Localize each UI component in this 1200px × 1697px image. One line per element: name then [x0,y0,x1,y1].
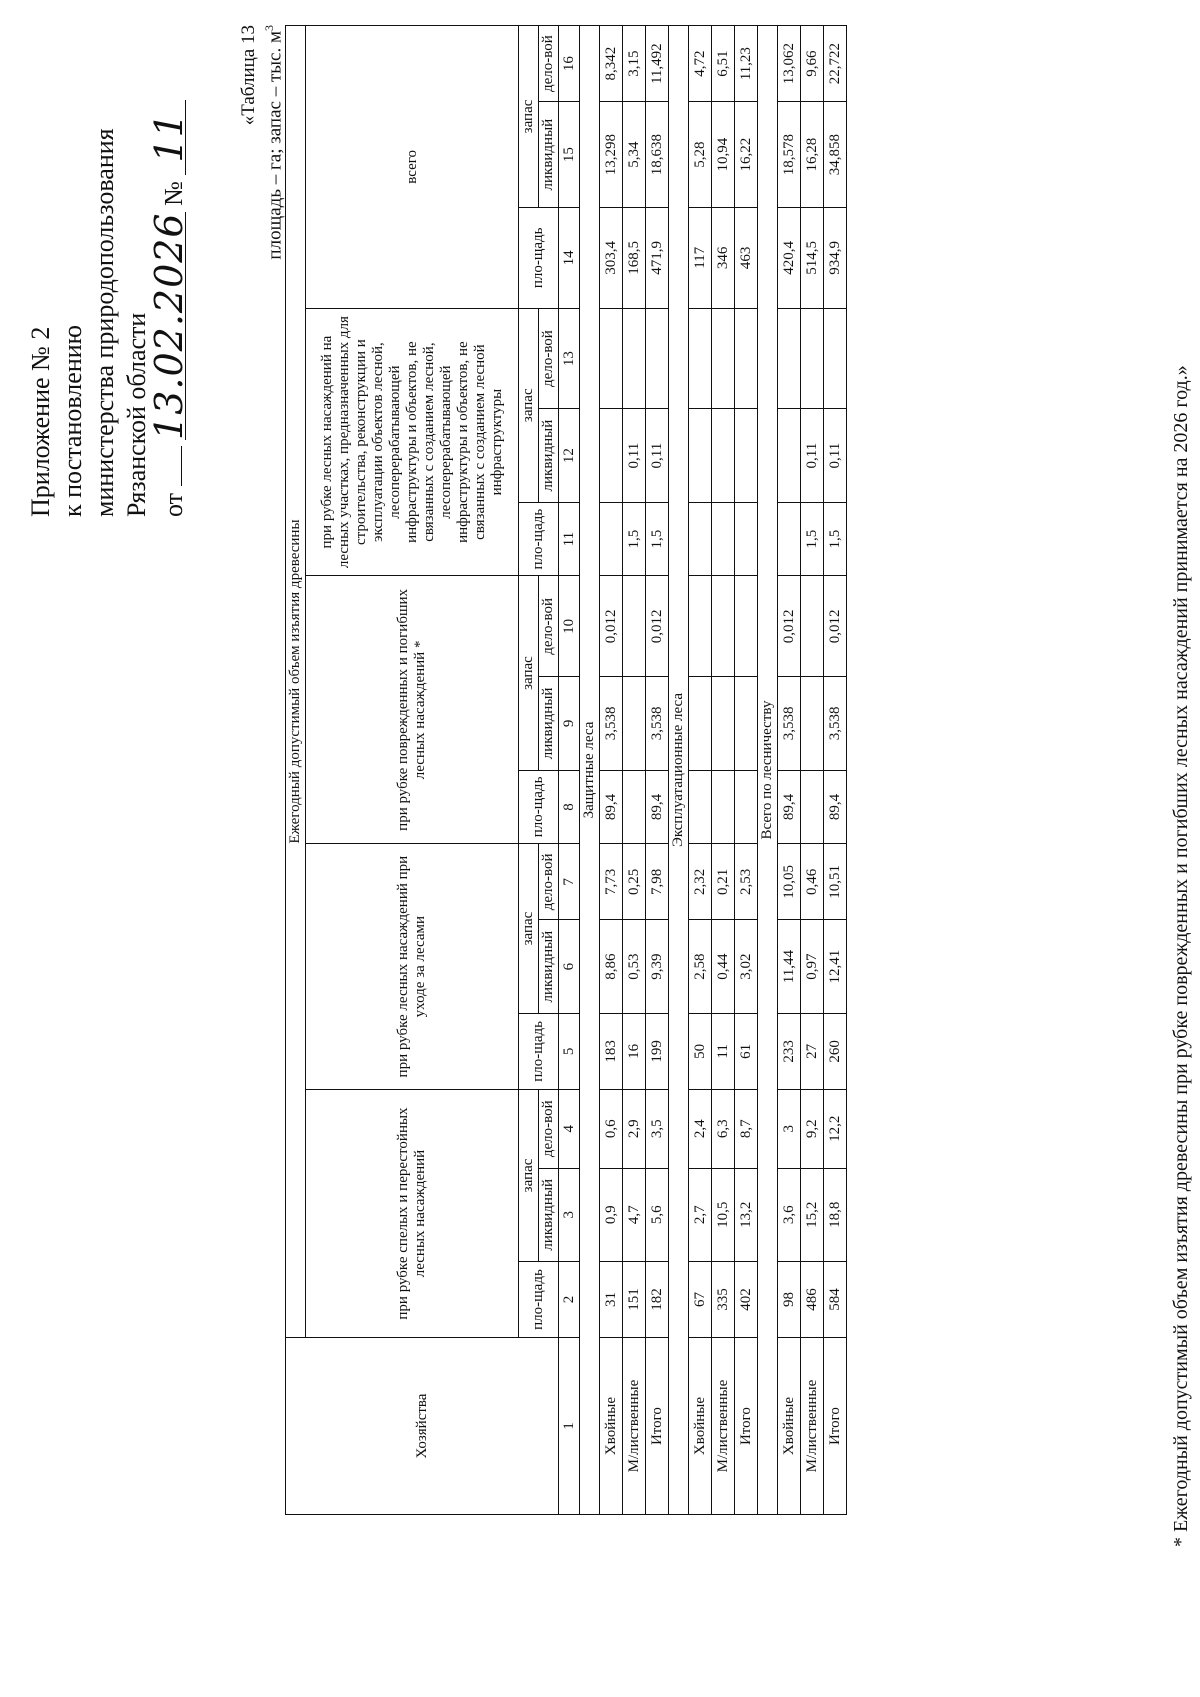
table-cell: 0,11 [824,409,847,502]
section-title: Эксплуатационные леса [669,26,689,1515]
table-cell: 12,2 [824,1089,847,1168]
col-likv: ликвидный [539,102,559,208]
table-cell: 4,72 [689,26,712,102]
table-cell: 2,9 [623,1089,646,1168]
table-cell: 6,3 [712,1089,735,1168]
header-date-line [147,17,191,517]
table-cell [689,677,712,770]
table-cell: 16,28 [801,102,824,208]
table-cell: 8,86 [600,920,623,1013]
row-label: Итого [824,1338,847,1515]
from-label: от [159,492,188,517]
footnote: * Ежегодный допустимый объем изъятия древесины при рубке поврежденных и погибших лесных насаждений принимается на 2026 год.» [1170,365,1192,1547]
table-cell: 346 [712,207,735,308]
col-zapas: запас [519,308,539,502]
row-label: Хвойные [600,1338,623,1515]
table-cell: 11,44 [778,920,801,1013]
table-cell: 16,22 [735,102,758,208]
table-cell [801,576,824,677]
section-title: Всего по лесничеству [758,26,778,1515]
table-cell: 3,538 [646,677,669,770]
table-cell: 0,11 [801,409,824,502]
col-plo: пло-щадь [519,770,559,844]
table-cell: 22,722 [824,26,847,102]
table-cell: 18,638 [646,102,669,208]
col-zapas: запас [519,576,539,770]
table-cell: 0,21 [712,844,735,920]
table-cell: 463 [735,207,758,308]
table-cell: 10,05 [778,844,801,920]
table-cell: 10,51 [824,844,847,920]
table-cell: 2,53 [735,844,758,920]
table-cell [600,308,623,409]
table-cell: 0,9 [600,1168,623,1261]
table-cell [623,677,646,770]
col-zapas: запас [519,26,539,208]
table-cell: 34,858 [824,102,847,208]
col-hoz: Хозяйства [286,1338,559,1515]
table-cell: 13,062 [778,26,801,102]
table-cell: 5,6 [646,1168,669,1261]
header-line-4: Рязанской области [122,312,151,517]
table-cell: 2,4 [689,1089,712,1168]
table-cell: 12,41 [824,920,847,1013]
row-label: М/лиственные [712,1338,735,1515]
col-delo: дело-вой [539,1089,559,1168]
table-cell: 10,94 [712,102,735,208]
table-cell [689,308,712,409]
col-plo: пло-щадь [519,502,559,576]
date-handwritten: 13.02.2026 [147,212,191,440]
table-row [600,26,623,1515]
table-cell: 4,7 [623,1168,646,1261]
section-title-row [580,26,600,1515]
table-row [824,26,847,1515]
table-cell: 3 [778,1089,801,1168]
table-cell: 10,5 [712,1168,735,1261]
table-cell: 151 [623,1261,646,1337]
table-cell: 18,578 [778,102,801,208]
table-cell: 50 [689,1013,712,1089]
table-cell: 199 [646,1013,669,1089]
table-cell: 98 [778,1261,801,1337]
col-delo: дело-вой [539,576,559,677]
table-cell [623,308,646,409]
table-cell: 3,6 [778,1168,801,1261]
table-cell [801,677,824,770]
table-cell: 5,34 [623,102,646,208]
table-cell: 0,6 [600,1089,623,1168]
table-cell: 8,342 [600,26,623,102]
table-cell: 13,298 [600,102,623,208]
table-cell: 0,97 [801,920,824,1013]
table-cell: 9,2 [801,1089,824,1168]
table-cell: 0,44 [712,920,735,1013]
table-cell: 7,98 [646,844,669,920]
table-cell [689,409,712,502]
row-label: М/лиственные [623,1338,646,1515]
table-cell: 514,5 [801,207,824,308]
table-cell: 9,39 [646,920,669,1013]
table-cell [735,308,758,409]
table-cell: 31 [600,1261,623,1337]
table-cell [778,502,801,576]
table-cell: 3,538 [778,677,801,770]
table-cell: 0,53 [623,920,646,1013]
col-likv: ликвидный [539,677,559,770]
col-group-5: всего [306,26,519,309]
col-zapas: запас [519,1089,539,1261]
table-cell: 3,538 [600,677,623,770]
table-cell: 5,28 [689,102,712,208]
row-label: Итого [735,1338,758,1515]
table-cell: 6,51 [712,26,735,102]
table-cell [735,502,758,576]
col-plo: пло-щадь [519,1013,559,1089]
header-line-2: к постановлению [58,324,87,517]
col-plo: пло-щадь [519,207,559,308]
table-cell: 11 [712,1013,735,1089]
table-cell [712,576,735,677]
table-cell: 471,9 [646,207,669,308]
table-cell: 3,15 [623,26,646,102]
table-cell [712,770,735,844]
table-cell: 402 [735,1261,758,1337]
table-cell: 0,012 [646,576,669,677]
table-cell: 89,4 [824,770,847,844]
col-delo: дело-вой [539,26,559,102]
table-cell [689,576,712,677]
table-cell: 3,5 [646,1089,669,1168]
table-cell: 27 [801,1013,824,1089]
table-cell: 89,4 [778,770,801,844]
table-row [646,26,669,1515]
table-cell: 0,11 [623,409,646,502]
col-delo: дело-вой [539,844,559,920]
table-cell: 168,5 [623,207,646,308]
table-cell [712,502,735,576]
col-group-1: при рубке спелых и перестойных лесных насаждений [306,1089,519,1337]
table-cell [646,308,669,409]
table-cell: 0,012 [778,576,801,677]
table-cell [801,308,824,409]
table-cell: 89,4 [600,770,623,844]
table-cell: 486 [801,1261,824,1337]
table-cell [824,308,847,409]
row-label: Хвойные [689,1338,712,1515]
table-cell: 67 [689,1261,712,1337]
number-label: № [159,181,188,206]
table-cell: 183 [600,1013,623,1089]
col-group-2: при рубке лесных насаждений при уходе за лесами [306,844,519,1090]
table-row [735,26,758,1515]
table-cell [689,502,712,576]
table-cell: 2,58 [689,920,712,1013]
table-cell: 13,2 [735,1168,758,1261]
table-cell [735,770,758,844]
table-row [801,26,824,1515]
table-cell: 2,32 [689,844,712,920]
table-cell: 11,23 [735,26,758,102]
table-cell [689,770,712,844]
section-title: Защитные леса [580,26,600,1515]
table-cell [712,677,735,770]
col-plo: пло-щадь [519,1261,559,1337]
table-cell: 303,4 [600,207,623,308]
table-cell: 16 [623,1013,646,1089]
col-group-3: при рубке поврежденных и погибших лесных насаждений * [306,576,519,844]
col-zapas: запас [519,844,539,1014]
table-cell: 0,012 [824,576,847,677]
row-label: М/лиственные [801,1338,824,1515]
table-cell: 18,8 [824,1168,847,1261]
table-cell: 0,012 [600,576,623,677]
col-main: Ежегодный допустимый объем изъятия древесины [286,26,306,1338]
table-cell: 260 [824,1013,847,1089]
table-cell: 420,4 [778,207,801,308]
table-cell: 335 [712,1261,735,1337]
table-cell: 0,46 [801,844,824,920]
header-line-3: министерства природопользования [90,128,119,517]
table-cell [600,409,623,502]
number-handwritten: 11 [153,100,186,174]
table-cell: 89,4 [646,770,669,844]
units-note: площадь – га; запас – тыс. $м^3$ [262,25,286,260]
table-cell: 1,5 [646,502,669,576]
table-cell [801,770,824,844]
col-delo: дело-вой [539,308,559,409]
table-cell: 15,2 [801,1168,824,1261]
table-cell: 8,7 [735,1089,758,1168]
header-line-1: Приложение № 2 [26,326,55,517]
volume-table [285,25,847,1515]
table-cell: 117 [689,207,712,308]
table-cell: 11,492 [646,26,669,102]
document-header [25,17,190,517]
table-cell [735,677,758,770]
table-cell [778,409,801,502]
table-cell: 0,11 [646,409,669,502]
table-cell [623,576,646,677]
section-title-row [669,26,689,1515]
table-cell: 1,5 [623,502,646,576]
table-row [778,26,801,1515]
table-cell: 2,7 [689,1168,712,1261]
table-row [689,26,712,1515]
col-likv: ликвидный [539,1168,559,1261]
col-likv: ликвидный [539,409,559,502]
table-cell: 934,9 [824,207,847,308]
row-label: Итого [646,1338,669,1515]
table-cell [712,409,735,502]
column-numbers-row: 1 2 3 4 5 6 7 8 9 10 11 12 13 14 15 16 [559,26,580,1515]
table-row [712,26,735,1515]
table-cell: 584 [824,1261,847,1337]
table-cell [735,409,758,502]
table-cell: 233 [778,1013,801,1089]
table-cell [712,308,735,409]
table-cell: 0,25 [623,844,646,920]
table-cell: 1,5 [824,502,847,576]
table-row [623,26,646,1515]
table-body [580,26,847,1515]
table-cell: 3,538 [824,677,847,770]
table-cell [623,770,646,844]
table-cell: 1,5 [801,502,824,576]
row-label: Хвойные [778,1338,801,1515]
col-likv: ликвидный [539,920,559,1013]
section-title-row [758,26,778,1515]
table-cell: 3,02 [735,920,758,1013]
table-cell [735,576,758,677]
col-group-4: при рубке лесных насаждений на лесных участках, предназначенных для строительства, реконструкции и эксплуатации объектов лесной, лесоперерабатывающей инфраструктуры и объектов, не связанных с созданием лесной, лесоперерабатывающей инфраструктуры и объектов, не связанных с созданием лесной инфраструктуры [306,308,519,576]
table-cell [778,308,801,409]
table-cell: 9,66 [801,26,824,102]
table-cell: 7,73 [600,844,623,920]
table-cell: 182 [646,1261,669,1337]
table-cell [600,502,623,576]
table-cell: 61 [735,1013,758,1089]
table-label: «Таблица 13 [238,25,259,126]
